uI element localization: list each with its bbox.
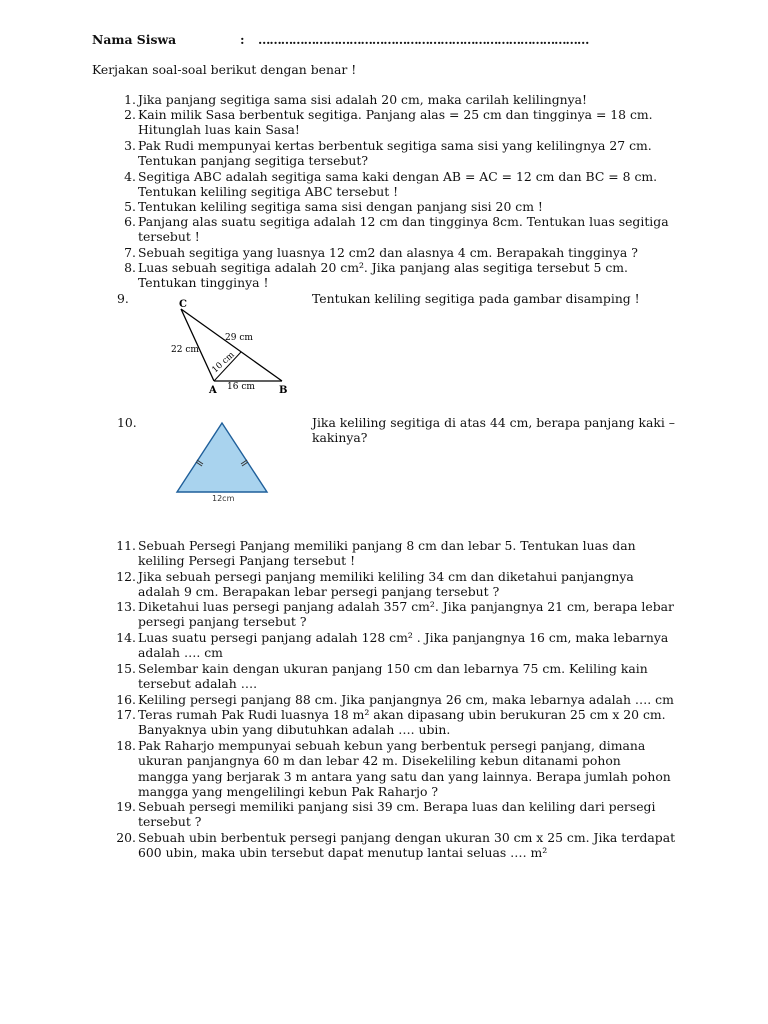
side-ab-label: 16 cm bbox=[227, 382, 255, 392]
triangle-figure-abc bbox=[165, 296, 295, 396]
base-label: 12cm bbox=[212, 494, 235, 503]
question-10-text-line2: kakinya? bbox=[312, 430, 368, 445]
student-name-label: Nama Siswa bbox=[92, 32, 177, 47]
side-cb-label: 29 cm bbox=[225, 333, 253, 343]
side-ca-label: 22 cm bbox=[171, 345, 199, 355]
vertex-c-label: C bbox=[179, 299, 187, 310]
worksheet-page: Nama Siswa : …………………………………………………………………………… Kerjakan soal-soal berikut dengan benar ! 1. Jika panjang segitiga sama sisi adalah 20 cm, maka carilah kelilingnya! 2. Kain milik Sasa berbentuk segitiga. Panjang alas = 25 cm dan tingginya = 18 cm. Hitunglah luas kain Sasa! 3. Pak Rudi mempunyai kertas berbentuk segitiga sama sisi yang kelilingnya 27 cm. Tentukan panjang segitiga tersebut? 4. Segitiga ABC adalah segitiga sama kaki dengan AB = AC = 12 cm dan BC = 8 cm. Tentukan keliling segitiga ABC tersebut ! 5. Tentukan keliling segitiga sama sisi dengan panjang sisi 20 cm ! 6. Panjang alas suatu segitiga adalah 12 cm dan tingginya 8cm. Tentukan luas segitiga tersebut ! 7. Sebuah segitiga yang luasnya 12 cm2 dan alasnya 4 cm. Berapakah tingginya ? 8. Luas sebuah segitiga adalah 20 cm². Jika panjang alas segitiga tersebut 5 cm. Tentukan tingginya ! 9. Tentukan keliling segitiga pada gambar disamping ! C A B 22 cm 29 cm 16 cm 10 cm 10. Jika keliling segitiga di atas 44 cm, berapa panjang kaki – kakinya? 12cm 11. Sebuah Persegi Panjang memiliki panjang 8 cm dan lebar 5. Tentukan luas dan keliling Persegi Panjang tersebut ! 12. Jika sebuah persegi panjang memiliki keliling 34 cm dan diketahui panjangnya adalah 9 cm. Berapakan lebar persegi panjang tersebut ? 13. Diketahui luas persegi panjang adalah 357 cm². Jika panjangnya 21 cm, berapa lebar persegi panjang tersebut ? 14. Luas suatu persegi panjang adalah 128 cm² . Jika panjangnya 16 cm, maka lebarnya adalah …. cm 15. Selembar kain dengan ukuran panjang 150 cm dan lebarnya 75 cm. Keliling kain tersebut adalah …. 16. Keliling persegi panjang 88 cm. Jika panjangnya 26 cm, maka lebarnya adalah …. cm 17. Teras rumah Pak Rudi luasnya 18 m² akan dipasang ubin berukuran 25 cm x 20 cm. Banyaknya ubin yang dibutuhkan adalah …. ubin. 18. Pak Raharjo mempunyai sebuah kebun yang berbentuk persegi panjang, dimana ukuran panjangnya 60 m dan lebar 42 m. Disekeliling kebun ditanami pohon mangga yang berjarak 3 m antara yang satu dan yang lainnya. Berapa jumlah pohon mangga yang mengelilingi kebun Pak Raharjo ? 19. Sebuah persegi memiliki panjang sisi 39 cm. Berapa luas dan keliling dari persegi tersebut ? 20. Sebuah ubin berbentuk persegi panjang dengan ukuran 30 cm x 25 cm. Jika terdapat 600 ubin, maka ubin tersebut dapat menutup lantai seluas …. m² bbox=[92, 32, 676, 861]
vertex-b-label: B bbox=[279, 385, 288, 396]
question-10-number: 10. bbox=[117, 415, 137, 430]
height-label: 10 cm bbox=[210, 350, 237, 376]
question-9-number: 9. bbox=[117, 291, 129, 306]
student-name-colon: : bbox=[240, 32, 245, 47]
question-9-text: Tentukan keliling segitiga pada gambar disamping ! bbox=[312, 291, 640, 306]
vertex-a-label: A bbox=[209, 385, 217, 396]
student-name-blank: …………………………………………………………………………… bbox=[258, 32, 589, 47]
isosceles-triangle-figure bbox=[172, 418, 272, 504]
isosceles-triangle-shape bbox=[177, 423, 267, 492]
question-10-text-line1: Jika keliling segitiga di atas 44 cm, berapa panjang kaki – bbox=[312, 415, 675, 430]
instruction-text: Kerjakan soal-soal berikut dengan benar ! bbox=[92, 62, 357, 77]
